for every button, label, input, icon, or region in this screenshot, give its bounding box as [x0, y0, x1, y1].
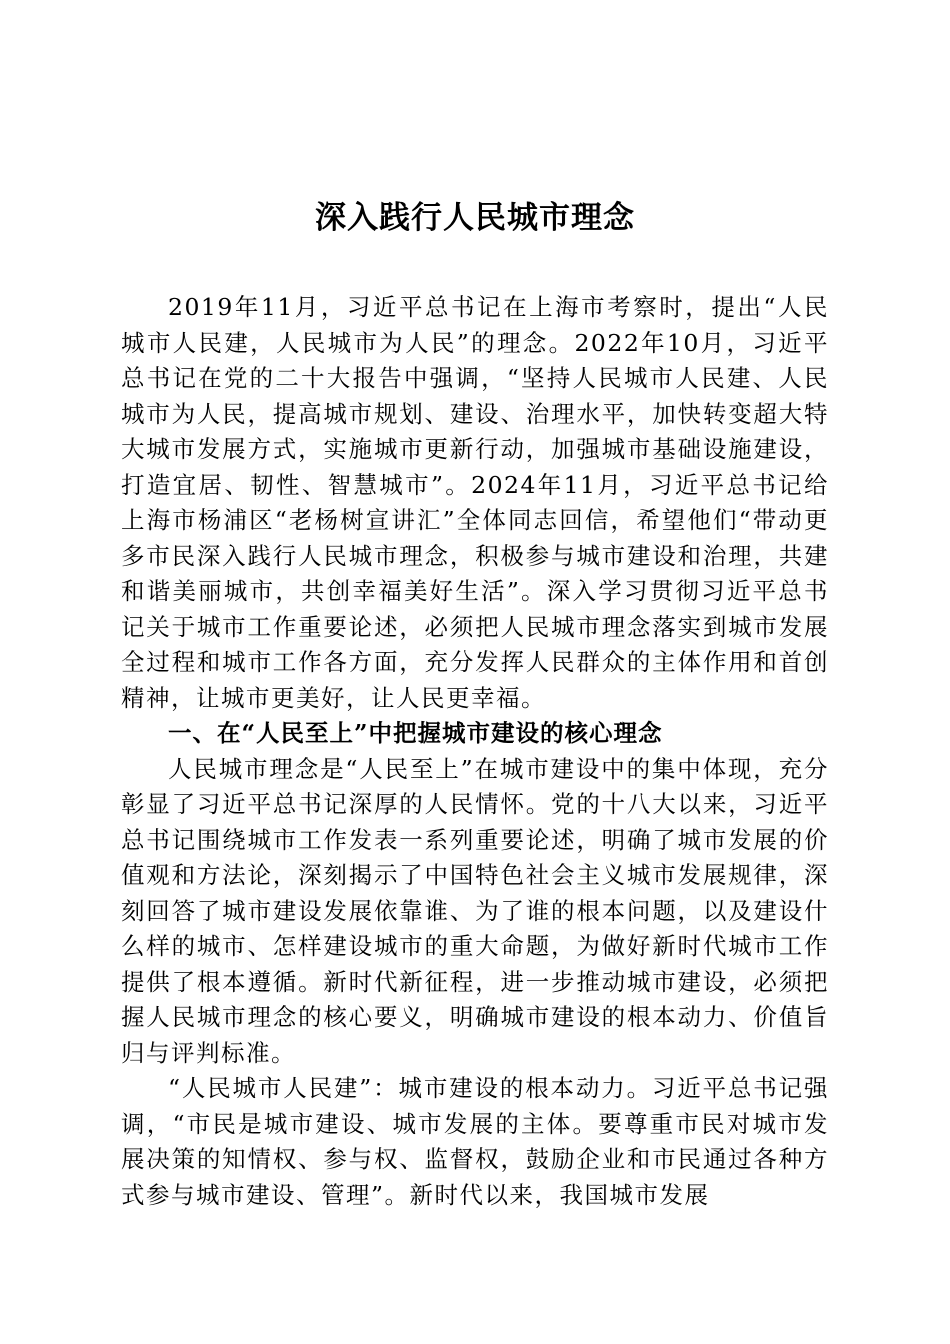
paragraph-section1-intro: 人民城市理念是“人民至上”在城市建设中的集中体现，充分彰显了习近平总书记深厚的人民情怀。党的十八大以来，习近平总书记围绕城市工作发表一系列重要论述，明确了城市发展的价值观和方法论，深刻揭示了中国特色社会主义城市发展规律，深刻回答了城市建设发展依靠谁、为了谁的根本问题，以及建设什么样的城市、怎样建设城市的重大命题，为做好新时代城市工作提供了根本遵循。新时代新征程，进一步推动城市建设，必须把握人民城市理念的核心要义，明确城市建设的根本动力、价值旨归与评判标准。 — [121, 754, 829, 1067]
section-heading-1: 一、在“人民至上”中把握城市建设的核心理念 — [168, 719, 663, 747]
paragraph-section1-point1: “人民城市人民建”：城市建设的根本动力。习近平总书记强调，“市民是城市建设、城市发展的主体。要尊重市民对城市发展决策的知情权、参与权、监督权，鼓励企业和市民通过各种方式参与城市建设、管理”。新时代以来，我国城市发展 — [121, 1074, 829, 1209]
document-title: 深入践行人民城市理念 — [315, 200, 635, 236]
paragraph-intro: 2019年11月，习近平总书记在上海市考察时，提出“人民城市人民建，人民城市为人民”的理念。2022年10月，习近平总书记在党的二十大报告中强调，“坚持人民城市人民建、人民城市为人民，提高城市规划、建设、治理水平，加快转变超大特大城市发展方式，实施城市更新行动，加强城市基础设施建设，打造宜居、韧性、智慧城市”。2024年11月，习近平总书记给上海市杨浦区“老杨树宣讲汇”全体同志回信，希望他们“带动更多市民深入践行人民城市理念，积极参与城市建设和治理，共建和谐美丽城市，共创幸福美好生活”。深入学习贯彻习近平总书记关于城市工作重要论述，必须把人民城市理念落实到城市发展全过程和城市工作各方面，充分发挥人民群众的主体作用和首创精神，让城市更美好，让人民更幸福。 — [121, 293, 829, 712]
document-body — [121, 290, 829, 1213]
